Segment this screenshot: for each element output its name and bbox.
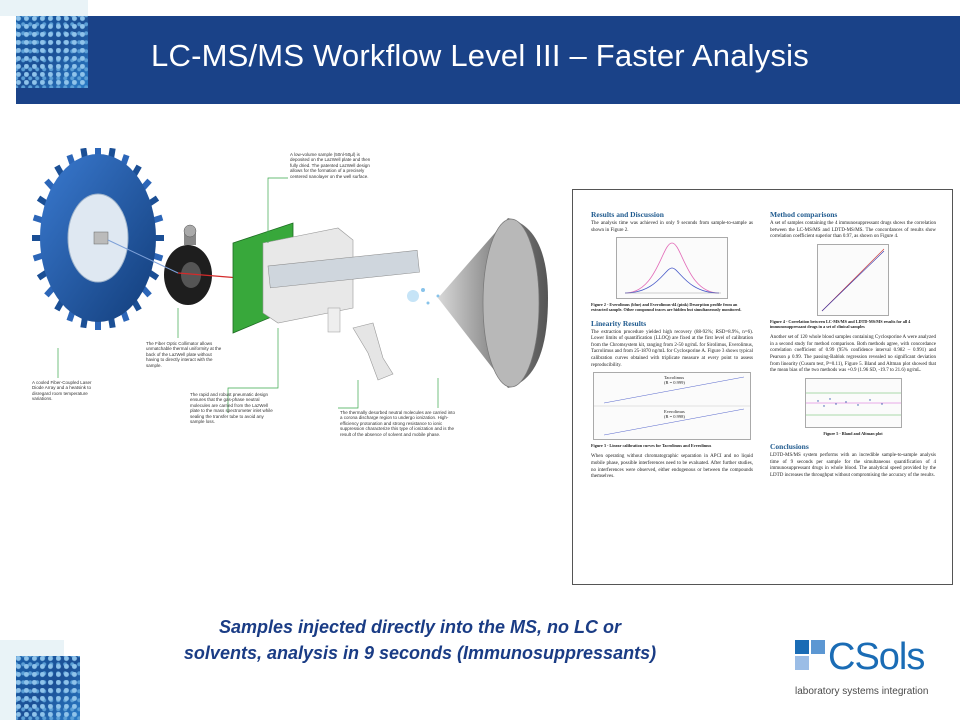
csols-squares-icon — [795, 636, 829, 676]
figure-4-plot — [818, 245, 888, 315]
figure-2-plot — [617, 238, 727, 298]
linearity-text: The extraction procedure yielded high recovery (88-92%; RSD=8.9%, n=6). Lower limits of quantification (LLOQ) are fixed at the first level of calibration from the Chromsystem kit, ranging from 2-50 ng/mL for Sirolimus, Everolimus, Tacrolimus and from 25-1870 ng/mL for Cyclosporine A. Figure 3 shows typical calibration curves obtained with triplicate measure at every point to assess reproducibility. — [591, 329, 753, 368]
caption-line-1: Samples injected directly into the MS, no LC or — [218, 617, 622, 637]
bottom-left-water-drops-image — [16, 656, 80, 720]
ms-inlet-cone — [438, 218, 548, 388]
everolimus-r: (R = 0.998) — [664, 414, 685, 420]
callout-collimator: The Fiber Optic Collimator allows unmatchable thermal uniformity at the back of the LazWell plate without having to directly interact with the sample. — [146, 341, 222, 368]
paper-left-column — [591, 210, 753, 481]
ldtd-diagram-illustration — [28, 148, 558, 468]
figure-2-caption: Figure 2 - Everolimus (blue) and Everolimus-d4 (pink) Desorption profile from an extracted sample. Other compound traces are hidden but simultaneously monitored. — [591, 302, 742, 313]
tacrolimus-r: (R = 0.999) — [664, 380, 685, 386]
csols-tagline: laboratory systems integration — [795, 686, 929, 697]
top-left-decor-tile — [0, 0, 88, 16]
results-text: The analysis time was achieved in only 9 seconds from sample-to-sample as shown in Figure 2. — [591, 221, 753, 233]
figure-5-caption: Figure 5 - Bland and Altman plot — [823, 430, 883, 436]
figure-5-plot — [806, 379, 901, 427]
callout-pneumatic: The rapid and robust pneumatic design ensures that the gas-phase neutral molecules are carried from the LazWell plate to the mass spectrometer inlet while sealing the transfer tube to avoid any sample loss. — [190, 392, 273, 425]
figure-3-calibration-curves — [593, 372, 751, 440]
method-heading: Method comparisons — [770, 210, 838, 219]
ldtd-diagram — [28, 148, 558, 468]
conclusions-text: LDTD-MS/MS system performs with an incredible sample-to-sample analysis time of 9 seconds per sample for the simultaneous quantification of 4 immunosuppressant drugs in whole blood. The analytical speed provided by the LDTD increases the throughput without compromising the accuracy of the results. — [770, 452, 936, 478]
conclusions-heading: Conclusions — [770, 441, 809, 451]
figure-5-bland-altman-plot — [805, 378, 902, 428]
callout-lazwell: A low-volume sample (50nl-50µl) is deposited on the LazWell plate and then fully dried. The patented LazWell design allows for the formation of a precisely centered nanolayer on the well surface. — [290, 152, 371, 179]
figure-4-correlation-plot — [817, 244, 889, 316]
everolimus-label: Everolimus — [664, 409, 685, 415]
laser-heatsink — [32, 148, 164, 330]
csols-logo-text: CSols — [828, 636, 925, 678]
cyclosporine-text: Another set of 120 whole blood samples containing Cyclosporine A were analyzed in a second study for method comparison. Both methods agree, with concordance correlation coefficient of 0.99 (95% confidence interval 0.982 – 0.991) and Pearson ρ 0.99. The passing-Bablok regression revealed no significant deviation from linearity (Cusum test, P=0.11), Figure 5. Bland and Altman plot showed that the mean bias of the two methods was +0.9 (1.96 SD, -19.7 to 21.6) ng/mL. — [770, 335, 936, 374]
tacrolimus-label: Tacrolimus — [664, 375, 685, 381]
linearity-heading: Linearity Results — [591, 318, 647, 328]
paper-excerpt — [572, 189, 953, 585]
apci-text: When operating without chromatographic separation in APCI and no liquid mobile phase, possible interferences need to be evaluated. After further studies, no interferences were observed, either endogenous or between the compounds themselves. — [591, 454, 753, 480]
paper-right-column — [770, 210, 936, 479]
figure-3-caption: Figure 3 - Linear calibration curves for Tacrolimus and Everolimus — [591, 443, 712, 449]
caption-line-2: solvents, analysis in 9 seconds (Immunosuppressants) — [183, 643, 657, 663]
callout-ionization: The thermally desorbed neutral molecules are carried into a corona discharge region to undergo ionization. High-efficiency protonation and strong resistance to ionic suppression characterize this type of ionization and is the result of the absence of solvent and mobile phase. — [340, 410, 456, 437]
csols-logo-mark — [795, 636, 829, 681]
slide-caption — [130, 614, 710, 666]
fiber-optic-collimator — [164, 225, 212, 305]
figure-4-caption: Figure 4 - Correlation between LC-MS/MS and LDTD-MS/MS results for all 4 immunosuppressant drugs in a set of clinical samples — [770, 318, 911, 329]
method-text: A set of samples containing the 4 immunosuppressant drugs shows the correlation between the LC-MS/MS and LDTD-MS/MS. The concordances of results show correlation coefficient superior than 0.97, as shown on Figure 4. — [770, 221, 936, 240]
results-heading: Results and Discussion — [591, 210, 664, 219]
callout-laser-diode: A cooled Fiber-Coupled Laser Diode Array and a heatsink to disregard room temperature variations. — [32, 380, 92, 402]
figure-2-desorption-profile — [616, 237, 728, 299]
slide-title: LC-MS/MS Workflow Level III – Faster Analysis — [151, 38, 809, 73]
